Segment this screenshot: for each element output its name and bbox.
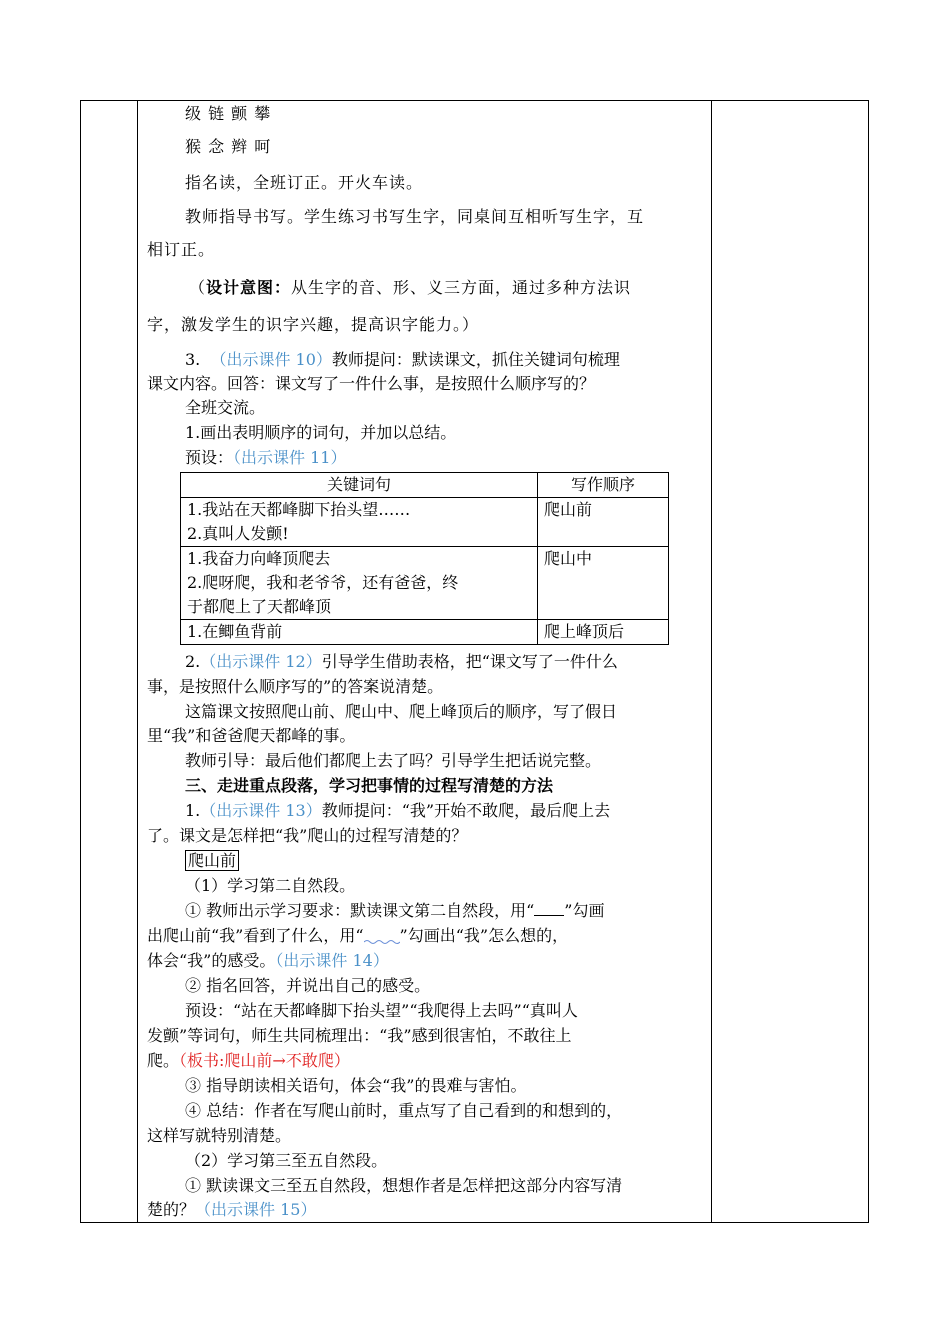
design-intent-text: 从生字的音、形、义三方面，通过多种方法识 xyxy=(291,278,632,297)
step3-line4: 1.画出表明顺序的词句，并加以总结。 xyxy=(185,423,457,442)
section3-p1 xyxy=(185,801,710,821)
c4-line2: 这样写就特别清楚。 xyxy=(147,1126,292,1145)
paren-open: （ xyxy=(189,278,207,297)
design-intent xyxy=(189,278,710,298)
boxed-label-before-climb: 爬山前 xyxy=(185,850,239,871)
c1-line2 xyxy=(147,926,710,946)
courseware-link-14[interactable]: （出示课件 14） xyxy=(275,951,389,970)
step2-line4: 里“我”和爸爸爬天都峰的事。 xyxy=(147,726,356,745)
keyword-line: 2.真叫人发颤! xyxy=(187,524,289,543)
step2-line2: 事，是按照什么顺序写的”的答案说清楚。 xyxy=(147,677,444,696)
keyword-table xyxy=(180,472,669,645)
step2-line5: 教师引导：最后他们都爬上去了吗？引导学生把话说完整。 xyxy=(185,751,602,770)
table-header-keywords: 关键词句 xyxy=(181,473,538,498)
d1-line2-text: 楚的？ xyxy=(147,1200,196,1219)
c1-text-b: ”勾画 xyxy=(564,901,605,920)
straight-underline-icon xyxy=(534,901,564,916)
preset-line1: 预设：“站在天都峰脚下抬头望”“我爬得上去吗”“真叫人 xyxy=(185,1001,578,1020)
courseware-link-11[interactable]: （出示课件 11） xyxy=(233,448,347,467)
keyword-line: 1.我奋力向峰顶爬去 xyxy=(187,549,331,568)
section3-boxed-row xyxy=(185,851,710,871)
column-divider-right xyxy=(711,101,712,1222)
preset-line3 xyxy=(147,1051,710,1071)
table-cell-keywords xyxy=(181,498,538,547)
lesson-content xyxy=(137,100,710,1223)
subsection-1: （1）学习第二自然段。 xyxy=(185,876,356,895)
design-intent-cont: 字，激发学生的识字兴趣，提高识字能力。） xyxy=(147,315,480,334)
c4-line1: ④ 总结：作者在写爬山前时，重点写了自己看到的和想到的， xyxy=(185,1101,623,1120)
table-row xyxy=(181,498,669,547)
c1-line3 xyxy=(147,951,710,971)
table-header-order: 写作顺序 xyxy=(538,473,669,498)
c2-line: ② 指名回答，并说出自己的感受。 xyxy=(185,976,431,995)
c3-line: ③ 指导朗读相关语句，体会“我”的畏难与害怕。 xyxy=(185,1076,527,1095)
step2-text: 引导学生借助表格，把“课文写了一件什么 xyxy=(321,652,618,671)
c1-line2-b: ”勾画出“我”怎么想的， xyxy=(399,926,569,945)
preset-line3-text: 爬。 xyxy=(147,1051,180,1070)
table-row xyxy=(181,620,669,645)
char-row-1: 级 链 颤 攀 xyxy=(185,104,272,123)
preset-line2: 发颤”等词句，师生共同梳理出：“我”感到很害怕，不敢往上 xyxy=(147,1026,572,1045)
board-writing-note: （板书:爬山前→不敢爬） xyxy=(179,1051,350,1070)
table-row xyxy=(181,547,669,620)
wavy-underline-icon xyxy=(364,927,400,941)
courseware-link-10[interactable]: （出示课件 10） xyxy=(210,350,332,369)
courseware-link-13[interactable]: （出示课件 13） xyxy=(200,801,322,820)
step3-text: 教师提问：默读课文，抓住关键词句梳理 xyxy=(331,350,620,369)
keyword-line: 1.在鲫鱼背前 xyxy=(187,622,283,641)
d1-line1: ① 默读课文三至五自然段，想想作者是怎样把这部分内容写清 xyxy=(185,1176,623,1195)
table-cell-keywords xyxy=(181,620,538,645)
design-intent-label: 设计意图： xyxy=(206,278,292,297)
c1-line3-text: 体会“我”的感受。 xyxy=(147,951,276,970)
table-cell-order: 爬上峰顶后 xyxy=(538,620,669,645)
section3-heading: 三、走进重点段落，学习把事情的过程写清楚的方法 xyxy=(185,776,554,795)
table-cell-order: 爬山中 xyxy=(538,547,669,620)
step-number: 3. xyxy=(185,350,201,369)
c1-line2-a: 出爬山前“我”看到了什么，用“ xyxy=(147,926,364,945)
writing-instruction-cont: 相订正。 xyxy=(147,240,216,259)
table-cell-order: 爬山前 xyxy=(538,498,669,547)
step2-para xyxy=(185,652,710,672)
c1-line1 xyxy=(185,901,710,921)
d1-line2 xyxy=(147,1200,710,1220)
writing-instruction: 教师指导书写。学生练习书写生字，同桌间互相听写生字，互 xyxy=(185,207,645,226)
section3-p1-text: 教师提问：“我”开始不敢爬，最后爬上去 xyxy=(321,801,611,820)
step3-preset xyxy=(185,448,710,468)
courseware-link-15[interactable]: （出示课件 15） xyxy=(195,1200,317,1219)
subsection-2: （2）学习第三至五自然段。 xyxy=(185,1151,388,1170)
table-cell-keywords xyxy=(181,547,538,620)
keyword-line: 于都爬上了天都峰顶 xyxy=(187,597,332,616)
step2-line3: 这篇课文按照爬山前、爬山中、爬上峰顶后的顺序，写了假日 xyxy=(185,702,618,721)
preset-label: 预设： xyxy=(185,448,234,467)
step-number: 1. xyxy=(185,801,201,820)
reading-instruction: 指名读，全班订正。开火车读。 xyxy=(185,173,424,192)
table-header-row xyxy=(181,473,669,498)
step-number: 2. xyxy=(185,652,201,671)
keyword-line: 1.我站在天都峰脚下抬头望…… xyxy=(187,500,411,519)
step3-line3: 全班交流。 xyxy=(185,398,266,417)
keyword-line: 2.爬呀爬，我和老爷爷，还有爸爸，终 xyxy=(187,573,459,592)
c1-text-a: ① 教师出示学习要求：默读课文第二自然段，用“ xyxy=(185,901,535,920)
char-row-2: 猴 念 辫 呵 xyxy=(185,137,272,156)
courseware-link-12[interactable]: （出示课件 12） xyxy=(200,652,322,671)
step3-line2: 课文内容。回答：课文写了一件什么事，是按照什么顺序写的？ xyxy=(147,374,596,393)
step3-para xyxy=(185,350,710,370)
section3-p1-line2: 了。课文是怎样把“我”爬山的过程写清楚的？ xyxy=(147,826,468,845)
